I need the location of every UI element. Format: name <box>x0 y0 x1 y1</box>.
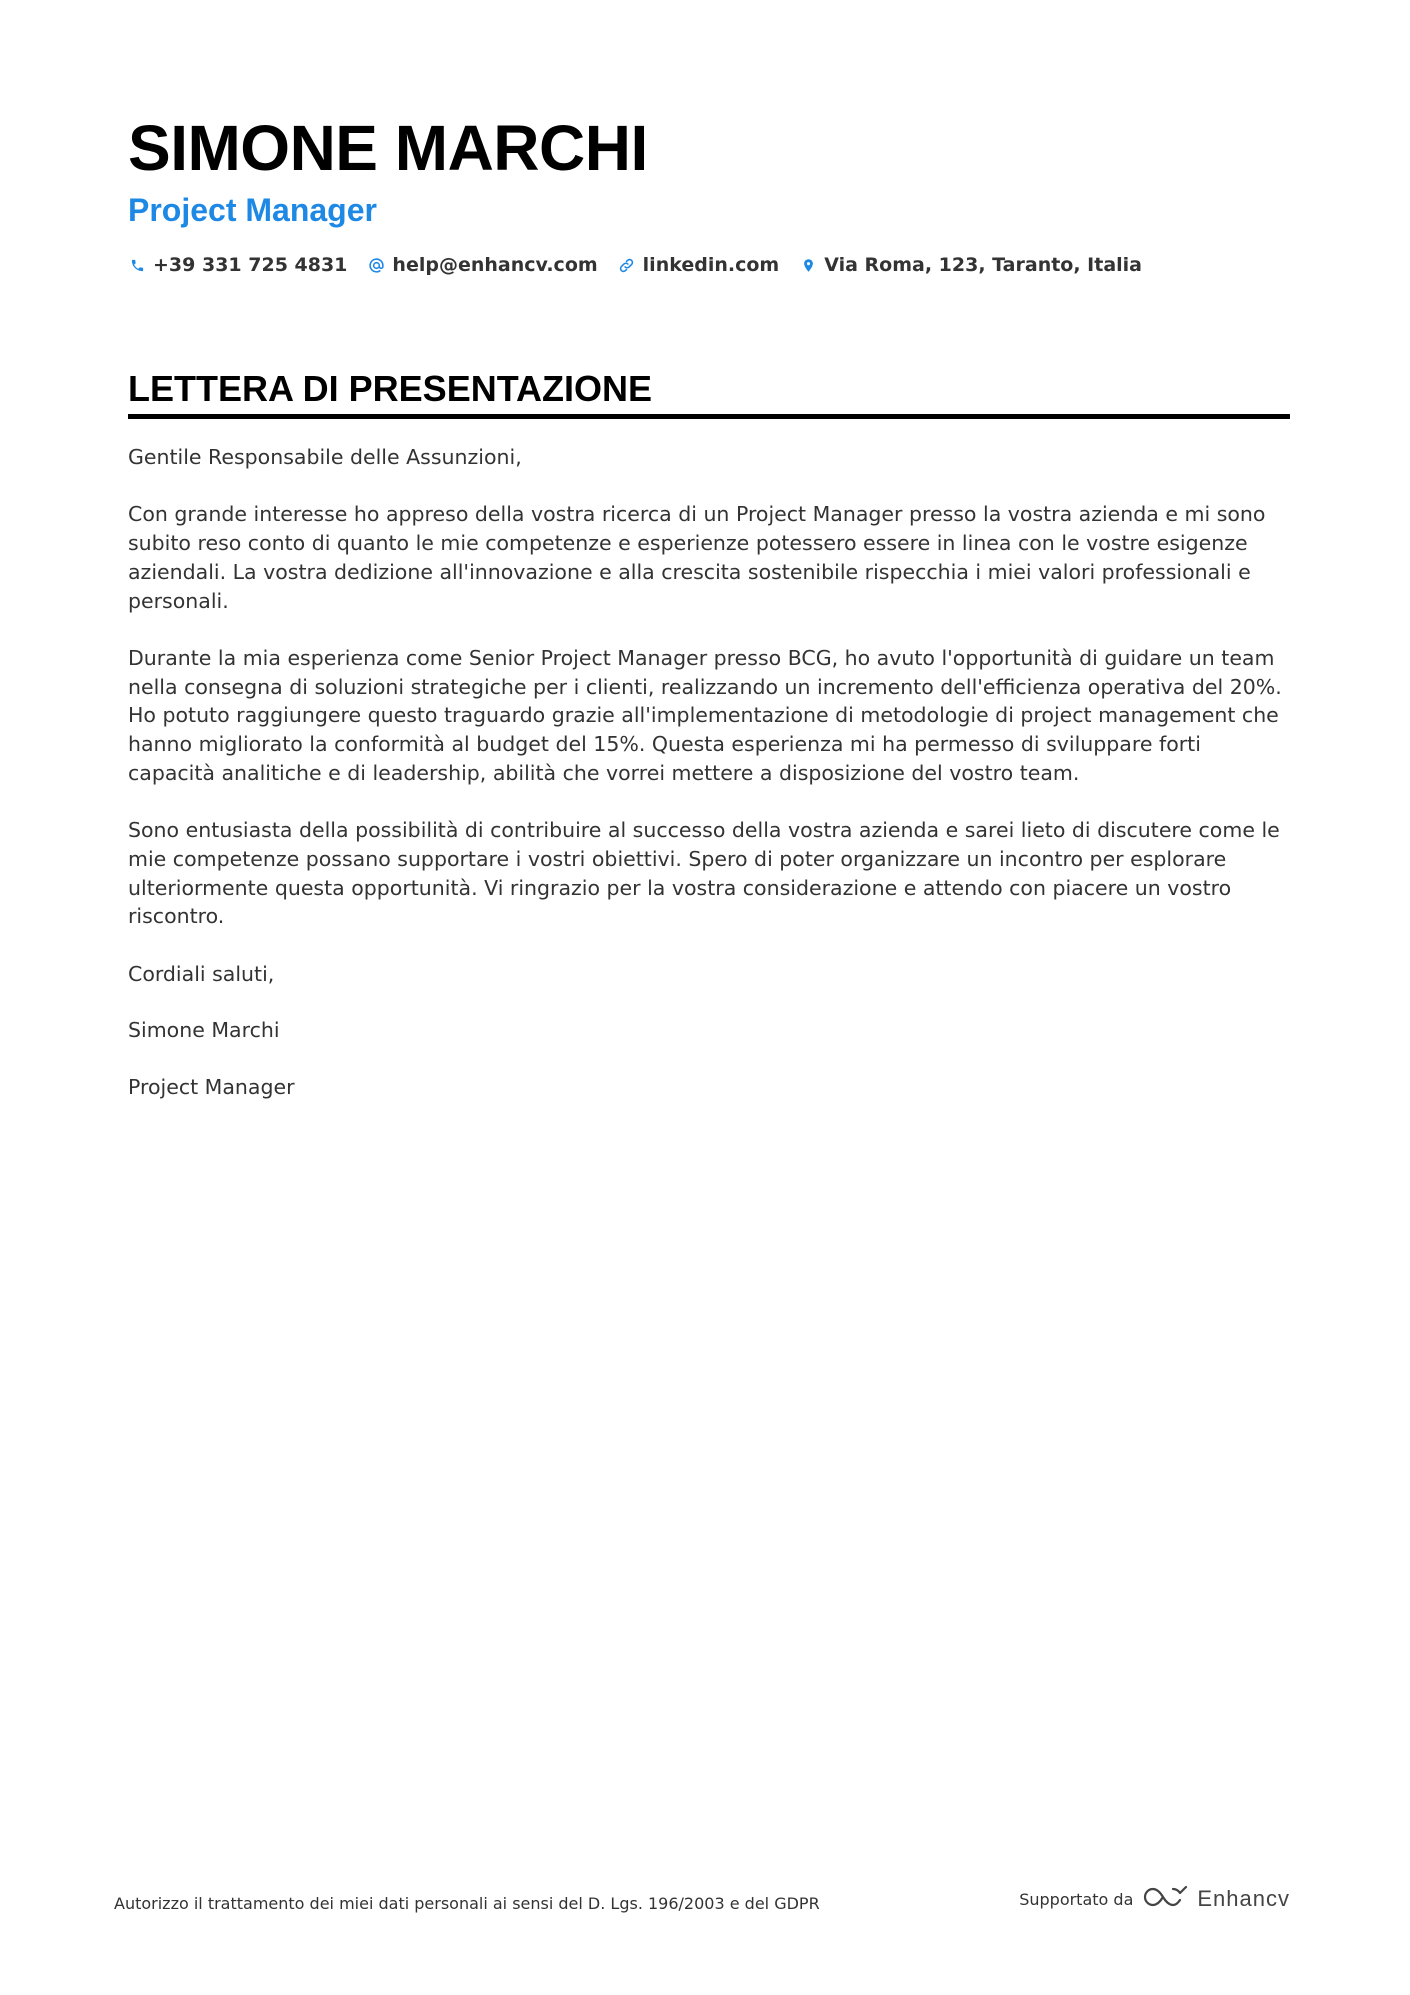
privacy-consent: Autorizzo il trattamento dei miei dati personali ai sensi del D. Lgs. 196/2003 e del GDPR <box>114 1893 820 1913</box>
linkedin-text[interactable]: linkedin.com <box>642 254 780 276</box>
infinity-logo-icon <box>1143 1885 1189 1913</box>
enhancv-logo[interactable] <box>1143 1885 1290 1913</box>
letter-greeting: Gentile Responsabile delle Assunzioni, <box>128 445 522 469</box>
signature-name: Simone Marchi <box>128 1018 280 1043</box>
footer <box>114 1886 1290 1913</box>
phone-icon <box>128 256 146 274</box>
section-title: LETTERA DI PRESENTAZIONE <box>128 366 1290 419</box>
letter-paragraph: Sono entusiasta della possibilità di contribuire al successo della vostra azienda e sarei lieto di discutere come le mie competenze possano supportare i vostri obiettivi. Spero di poter organizzare un incontro per esplorare ulteriormente questa opportunità. Vi ringrazio per la vostra considerazione e attendo con piacere un vostro riscontro. <box>128 818 1280 929</box>
contact-email <box>367 254 597 276</box>
signature-title: Project Manager <box>128 1075 295 1099</box>
cover-letter-section <box>128 366 1290 1130</box>
email-text[interactable]: help@enhancv.com <box>392 254 598 276</box>
candidate-name: SIMONE MARCHI <box>128 112 648 184</box>
location-text: Via Roma, 123, Taranto, Italia <box>824 254 1143 276</box>
header <box>128 108 1290 276</box>
contact-linkedin <box>618 254 780 276</box>
letter-paragraph: Durante la mia esperienza come Senior Project Manager presso BCG, ho avuto l'opportunità di guidare un team nella consegna di soluzioni strategiche per i clienti, realizzando un incremento dell'efficienza operativa del 20%. Ho potuto raggiungere questo traguardo grazie all'implementazione di metodologie di project management che hanno migliorato la conformità al budget del 15%. Questa esperienza mi ha permesso di sviluppare forti capacità analitiche e di leadership, abilità che vorrei mettere a disposizione del vostro team. <box>128 645 1282 785</box>
brand-name: Enhancv <box>1197 1886 1290 1911</box>
letter-paragraph: Con grande interesse ho appreso della vostra ricerca di un Project Manager presso la vostra azienda e mi sono subito reso conto di quanto le mie competenze e esperienze potessero essere in linea con le vostre esigenze aziendali. La vostra dedizione all'innovazione e alla crescita sostenibile rispecchia i miei valori professionali e personali. <box>128 502 1266 613</box>
powered-by-label: Supportato da <box>1019 1889 1134 1909</box>
contact-bar <box>128 254 1290 276</box>
at-icon <box>367 256 385 274</box>
letter-closing: Cordiali saluti, <box>128 961 275 986</box>
link-icon <box>618 256 636 274</box>
contact-location <box>799 254 1142 276</box>
location-pin-icon <box>799 256 817 274</box>
contact-phone <box>128 254 347 276</box>
phone-text[interactable]: +39 331 725 4831 <box>153 254 348 276</box>
powered-by <box>1019 1885 1290 1913</box>
candidate-role: Project Manager <box>128 192 377 228</box>
letter-body <box>128 443 1290 1102</box>
